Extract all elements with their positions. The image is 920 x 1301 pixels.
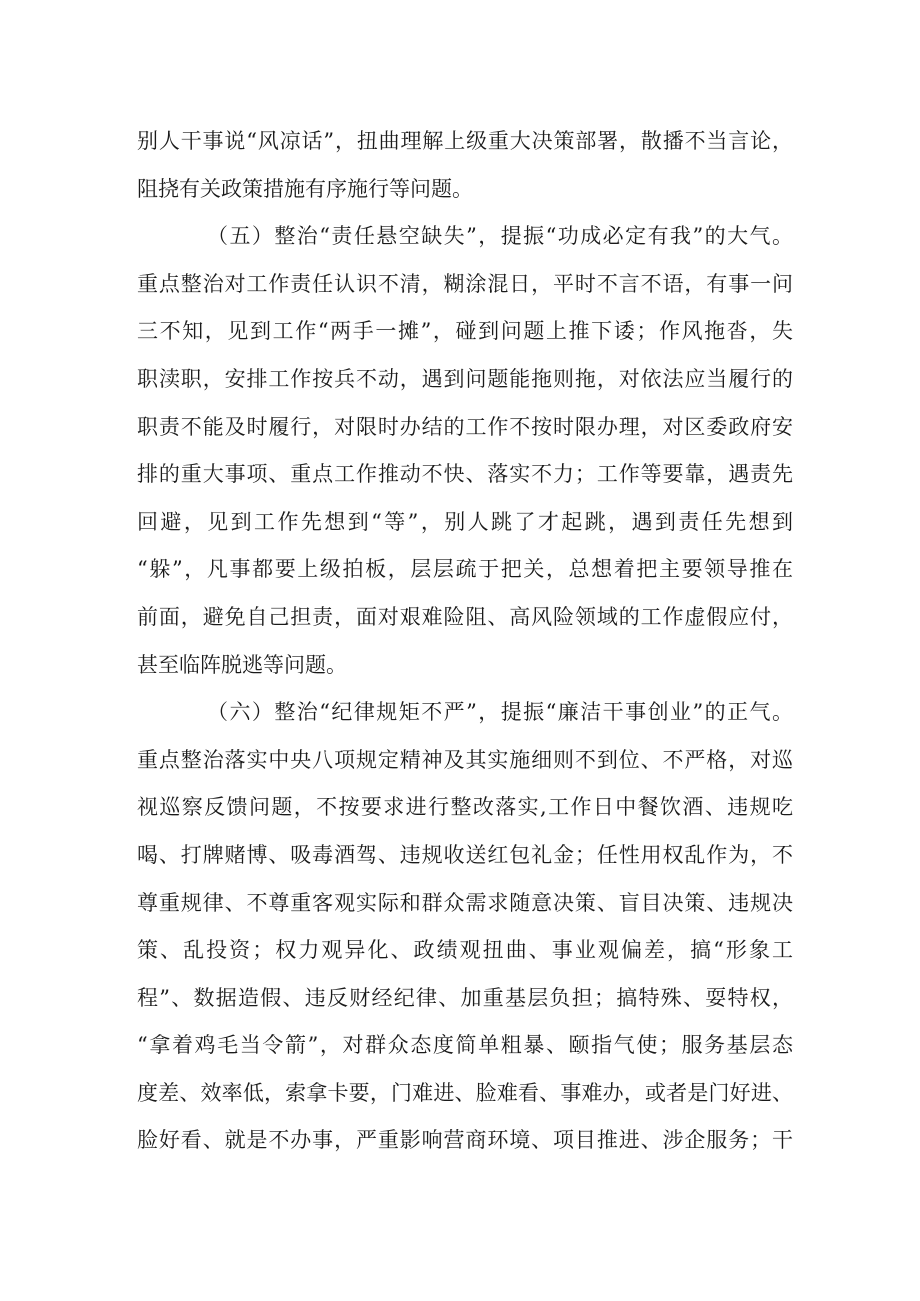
text-line: 前面，避免自己担责，面对艰难险阻、高风险领域的工作虚假应付， xyxy=(137,604,793,629)
text-line: 回避，见到工作先想到“等”，别人跳了才起跳，遇到责任先想到 xyxy=(137,509,793,534)
text-line: 视巡察反馈问题，不按要求进行整改落实,工作日中餐饮酒、违规吃 xyxy=(137,795,793,820)
text-line: 三不知，见到工作“两手一摊”，碰到问题上推下诿；作风拖沓，失 xyxy=(137,319,793,344)
text-line: 甚至临阵脱逃等问题。 xyxy=(137,652,347,677)
text-line: “躲”，凡事都要上级拍板，层层疏于把关，总想着把主要领导推在 xyxy=(137,557,793,582)
text-line: 度差、效率低，索拿卡要，门难进、脸难看、事难办，或者是门好进、 xyxy=(137,1080,793,1105)
text-line: 排的重大事项、重点工作推动不快、落实不力；工作等要靠，遇责先 xyxy=(137,462,793,487)
document-body xyxy=(137,118,793,1165)
text-line: 职渎职，安排工作按兵不动，遇到问题能拖则拖，对依法应当履行的 xyxy=(137,366,793,391)
section-heading-six: （六）整治“纪律规矩不严”，提振“廉洁干事创业”的正气。 xyxy=(207,700,793,725)
text-line: 尊重规律、不尊重客观实际和群众需求随意决策、盲目决策、违规决 xyxy=(137,890,793,915)
text-line: 策、乱投资；权力观异化、政绩观扭曲、事业观偏差，搞“形象工 xyxy=(137,938,793,963)
text-line: 重点整治对工作责任认识不清，糊涂混日，平时不言不语，有事一问 xyxy=(137,271,793,296)
text-line: 职责不能及时履行，对限时办结的工作不按时限办理，对区委政府安 xyxy=(137,414,793,439)
text-line: “拿着鸡毛当令箭”，对群众态度简单粗暴、颐指气使；服务基层态 xyxy=(137,1033,793,1058)
text-line: 脸好看、就是不办事，严重影响营商环境、项目推进、涉企服务；干 xyxy=(137,1128,793,1153)
text-line: 喝、打牌赌博、吸毒酒驾、违规收送红包礼金；任性用权乱作为，不 xyxy=(137,842,793,867)
text-line: 重点整治落实中央八项规定精神及其实施细则不到位、不严格，对巡 xyxy=(137,747,793,772)
text-line: 阻挠有关政策措施有序施行等问题。 xyxy=(137,176,473,201)
text-line: 别人干事说“风凉话”，扭曲理解上级重大决策部署，散播不当言论， xyxy=(137,129,793,153)
section-heading-five: （五）整治“责任悬空缺失”，提振“功成必定有我”的大气。 xyxy=(207,224,793,249)
text-line: 程”、数据造假、违反财经纪律、加重基层负担；搞特殊、耍特权， xyxy=(137,985,793,1010)
